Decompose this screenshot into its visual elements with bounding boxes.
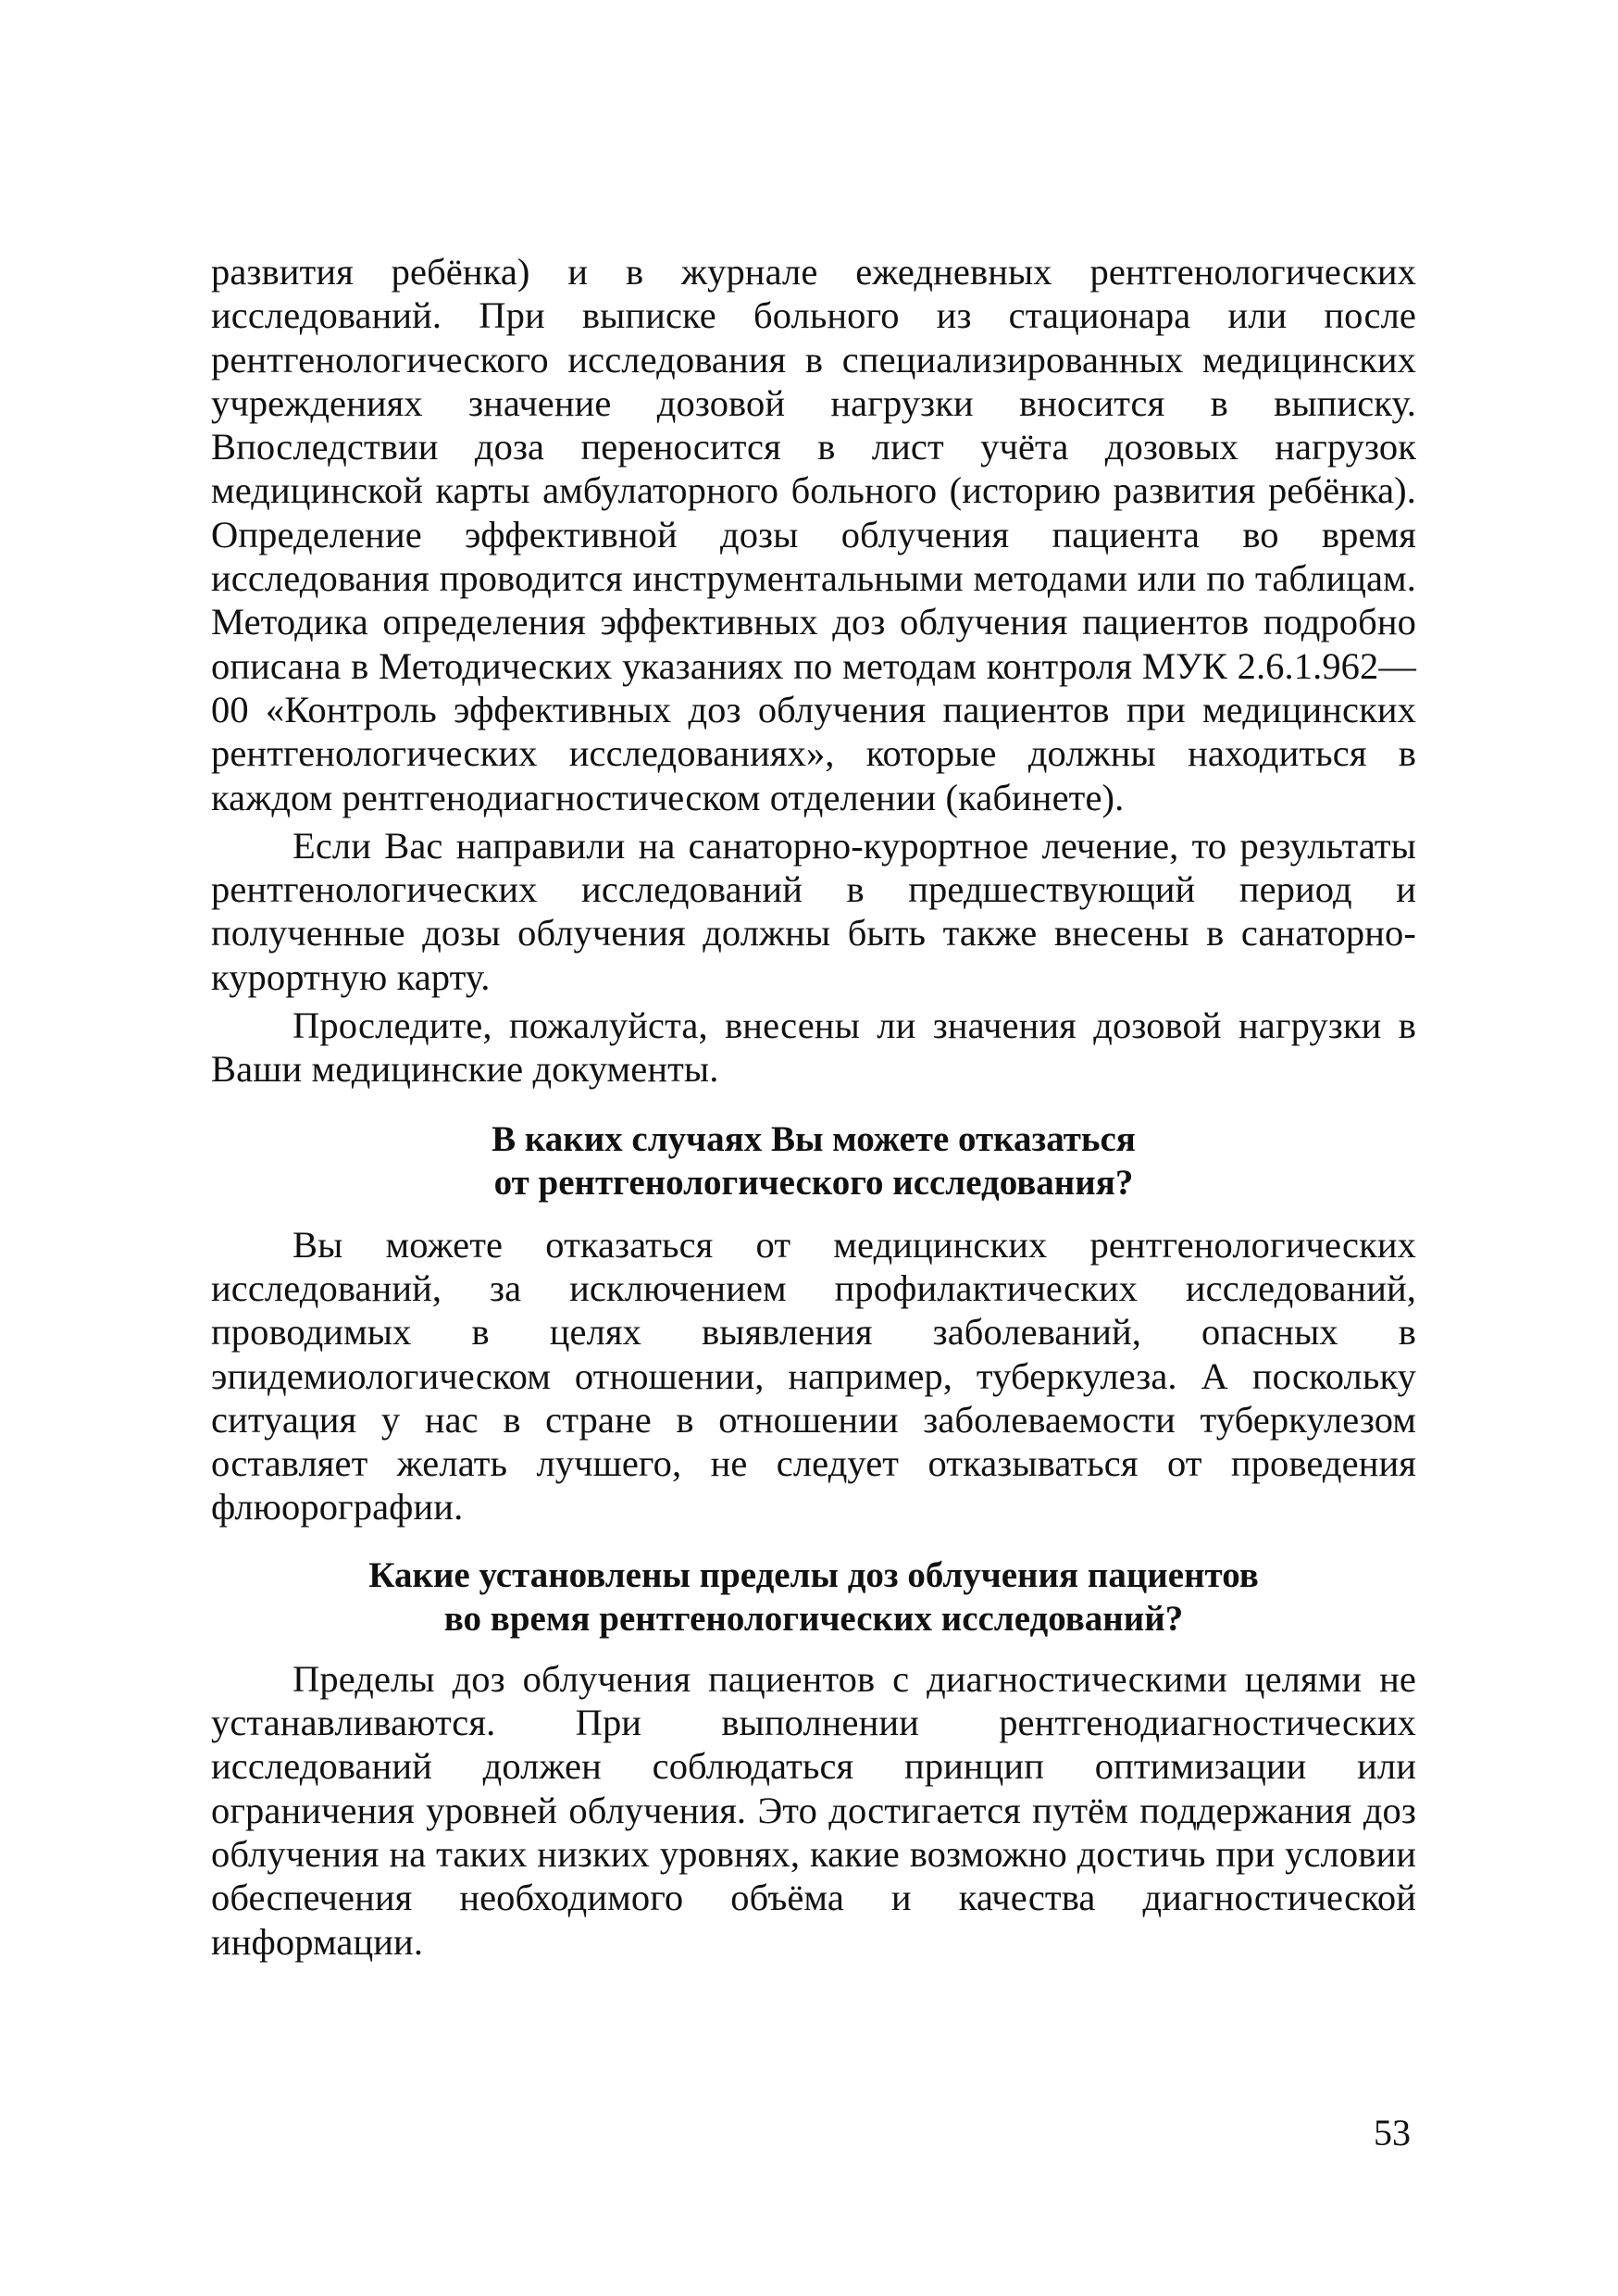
page-number: 53 (1374, 2112, 1411, 2153)
section-heading-refusal-line-1: В каких случаях Вы можете отказаться (492, 1118, 1136, 1159)
paragraph-continuation: развития ребёнка) и в журнале ежедневных рентгенологических исследований. При выписке больного из стационара или после рентгенологического исследования в специализированных медицинских учреждениях значение дозовой нагрузки вносится в выписку. Впоследствии доза переносится в лист учёта дозовых нагрузок медицинской карты амбулаторного больного (историю развития ребёнка). Определение эффективной дозы облучения пациента во время исследования проводится инструментальными методами или по таблицам. Методика определения эффективных доз облучения пациентов подробно описана в Методических указаниях по методам контроля МУК 2.6.1.962—00 «Контроль эффективных доз облучения пациентов при медицинских рентгенологических исследованиях», которые должны находиться в каждом рентгенодиагностическом отделении (кабинете). (211, 251, 1416, 818)
paragraph-sanatorium: Если Вас направили на санаторно-курортное лечение, то результаты рентгенологических исследований в предшествующий период и полученные дозы облучения должны быть также внесены в санаторно-курортную карту. (211, 824, 1416, 998)
paragraph-refusal: Вы можете отказаться от медицинских рентгенологических исследований, за исключением профилактических исследований, проводимых в целях выявления заболеваний, опасных в эпидемиологическом отношении, например, туберкулеза. А поскольку ситуация у нас в стране в отношении заболеваемости туберкулезом оставляет желать лучшего, не следует отказываться от проведения флюорографии. (211, 1223, 1416, 1529)
paragraph-dose-limits: Пределы доз облучения пациентов с диагностическими целями не устанавливаются. При выполнении рентгенодиагностических исследований должен соблюдаться принцип оптимизации или ограничения уровней облучения. Это достигается путём поддержания доз облучения на таких низких уровнях, какие возможно достичь при условии обеспечения необходимого объёма и качества диагностической информации. (211, 1657, 1416, 1963)
page-body (211, 250, 1416, 1964)
section-heading-refusal (211, 1117, 1416, 1204)
section-heading-dose-limits (211, 1554, 1416, 1641)
paragraph-check-documents: Проследите, пожалуйста, внесены ли значения дозовой нагрузки в Ваши медицинские документы. (211, 1004, 1416, 1091)
section-heading-refusal-line-2: от рентгенологического исследования? (493, 1162, 1134, 1203)
section-heading-dose-limits-line-2: во время рентгенологических исследований? (443, 1598, 1184, 1639)
section-heading-dose-limits-line-1: Какие установлены пределы доз облучения пациентов (368, 1554, 1259, 1595)
